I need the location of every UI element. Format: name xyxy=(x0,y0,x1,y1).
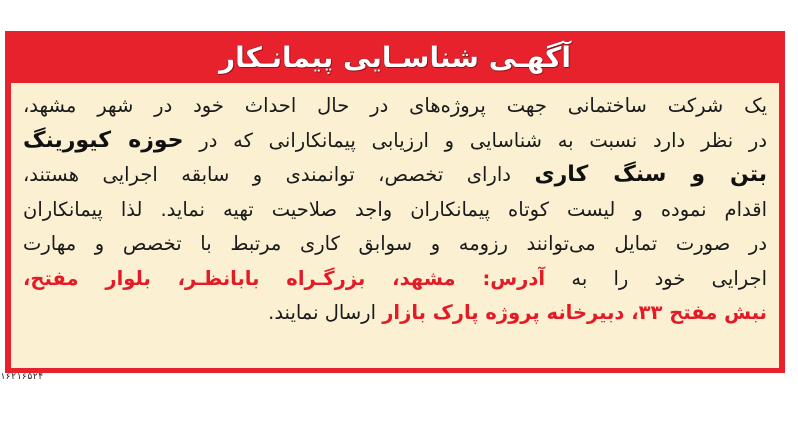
ad-address: نبش مفتح ۳۳، دبیرخانه پروژه پارک بازار xyxy=(382,301,767,324)
ad-highlight-field: بتن و سنگ کاری xyxy=(534,162,768,187)
ad-text: ارسال نمایند. xyxy=(268,301,383,324)
advertisement-frame xyxy=(5,31,785,373)
ad-text: در نظر دارد نسبت به شناسایی و ارزیابی پیمانکارانی که در xyxy=(183,128,767,152)
ad-line-6 xyxy=(23,262,767,297)
ad-line-3 xyxy=(23,158,767,193)
ad-title: آگهـی شناسـایی پیمانـکار xyxy=(219,40,571,74)
ad-line-2 xyxy=(23,124,767,159)
ad-line-1 xyxy=(23,89,767,124)
ad-body-text xyxy=(11,83,779,368)
ad-text: در صورت تمایل می‌توانند رزومه و سوابق کاری مرتبط با تخصص و مهارت xyxy=(23,232,767,255)
ad-line-5 xyxy=(23,227,767,262)
ad-text: یک شرکت ساختمانی جهت پروژه‌های در حال احداث خود در شهر مشهد، xyxy=(23,94,767,117)
ad-address: آدرس: مشهد، بزرگـراه بابانظـر، بلوار مفتح، xyxy=(23,266,546,290)
ad-reference-code: ۱۶۲۱۶۵۲۴ xyxy=(0,372,44,382)
ad-text: اقدام نموده و لیست کوتاه پیمانکاران واجد صلاحیت تهیه نماید. لذا پیمانکاران xyxy=(23,197,767,221)
ad-line-7 xyxy=(23,296,767,331)
ad-text: دارای تخصص، توانمندی و سابقه اجرایی هستند، xyxy=(23,163,535,186)
ad-line-4 xyxy=(23,193,767,228)
ad-text: اجرایی خود را به xyxy=(545,266,768,290)
ad-highlight-field: حوزه کیورینگ xyxy=(23,127,184,153)
